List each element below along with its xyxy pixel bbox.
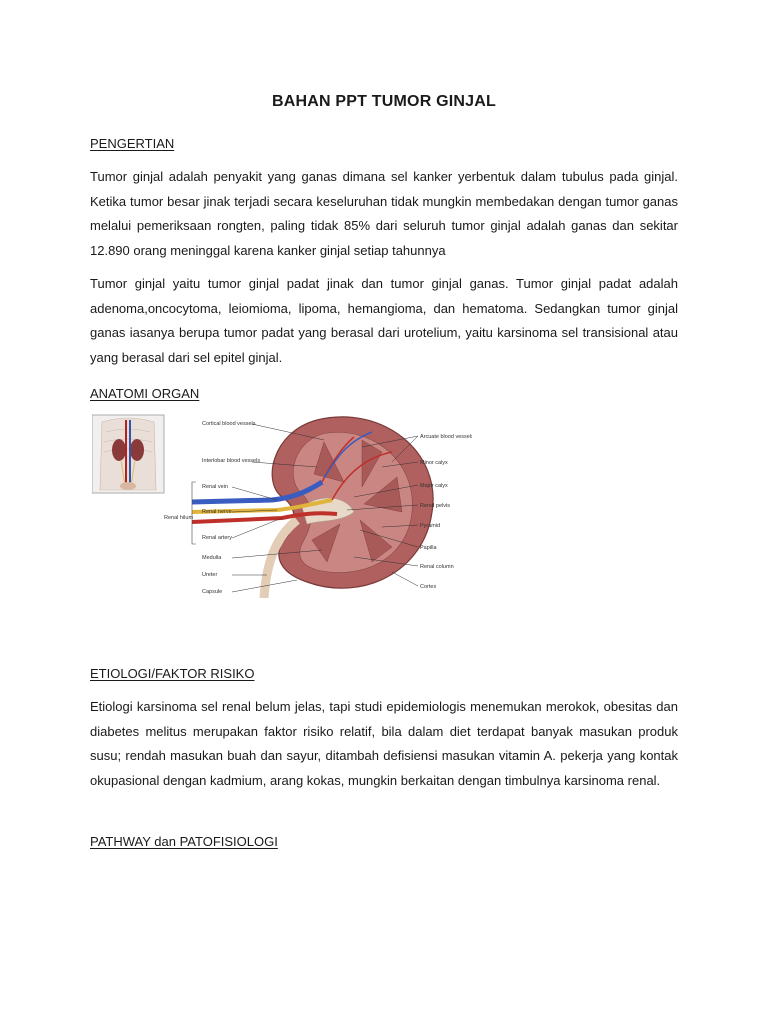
kidney-anatomy-illustration (92, 412, 472, 598)
paragraph-pengertian-2: Tumor ginjal yaitu tumor ginjal padat jinak dan tumor ginjal ganas. Tumor ginjal padat adalah adenoma,oncocytoma, leiomioma, lipoma, hemangioma, dan hematoma. Sedangkan tumor ginjal ganas iasanya berupa tumor padat yang berasal dari urotelium, yaitu karsinoma sel transisional atau yang berasal dari sel epitel ginjal. (90, 276, 678, 365)
document-title: BAHAN PPT TUMOR GINJAL (272, 93, 496, 110)
label-pyramid: Pyramid (420, 523, 441, 529)
label-cortical-vessels: Cortical blood vessels (202, 421, 256, 427)
label-ureter: Ureter (202, 572, 218, 578)
label-capsule: Capsule (202, 589, 223, 595)
right-kidney-inset (130, 439, 144, 461)
heading-pengertian: PENGERTIAN (90, 136, 175, 151)
kidney-anatomy-figure (92, 412, 472, 598)
label-interlobar-vessels: Interlobar blood vessels (202, 458, 261, 464)
label-renal-pelvis: Renal pelvis (420, 503, 450, 509)
label-renal-artery: Renal artery (202, 535, 232, 541)
label-papilla: Papilla (420, 545, 437, 551)
label-renal-nerve: Renal nerve (202, 509, 232, 515)
heading-pathway: PATHWAY dan PATOFISIOLOGI (90, 834, 278, 849)
heading-anatomi: ANATOMI ORGAN (90, 386, 200, 401)
label-arcuate-vessels: Arcuate blood vessels (420, 434, 472, 440)
paragraph-etiologi: Etiologi karsinoma sel renal belum jelas, tapi studi epidemiologis menemukan merokok, obesitas dan diabetes melitus merupakan faktor risiko relatif, bila dalam diet terdapat banyak masukan produk susu; rendah masukan buah dan sayur, ditambah defisiensi masukan vitamin A. pekerja yang kontak okupasional dengan kadmium, arang kokas, mungkin berkaitan dengan timbulnya karsinoma renal. (90, 699, 678, 788)
label-renal-vein: Renal vein (202, 484, 228, 490)
label-cortex: Cortex (420, 584, 437, 590)
heading-etiologi: ETIOLOGI/FAKTOR RISIKO (90, 666, 255, 681)
label-major-calyx: Major calyx (420, 483, 448, 489)
label-renal-column: Renal column (420, 564, 454, 570)
label-renal-hilum: Renal hilum (164, 515, 194, 521)
paragraph-pengertian-1: Tumor ginjal adalah penyakit yang ganas dimana sel kanker yerbentuk dalam tubulus pada ginjal. Ketika tumor besar jinak terjadi secara keseluruhan tidak mungkin membedakan dengan tumor ganas melalui pemeriksaan rongten, paling tidak 85% dari seluruh tumor ginjal adalah ganas dan sekitar 12.890 orang meninggal karena kanker ginjal setiap tahunnya (90, 169, 678, 258)
left-kidney-inset (112, 439, 126, 461)
label-minor-calyx: Minor calyx (420, 460, 448, 466)
label-medulla: Medulla (202, 555, 222, 561)
